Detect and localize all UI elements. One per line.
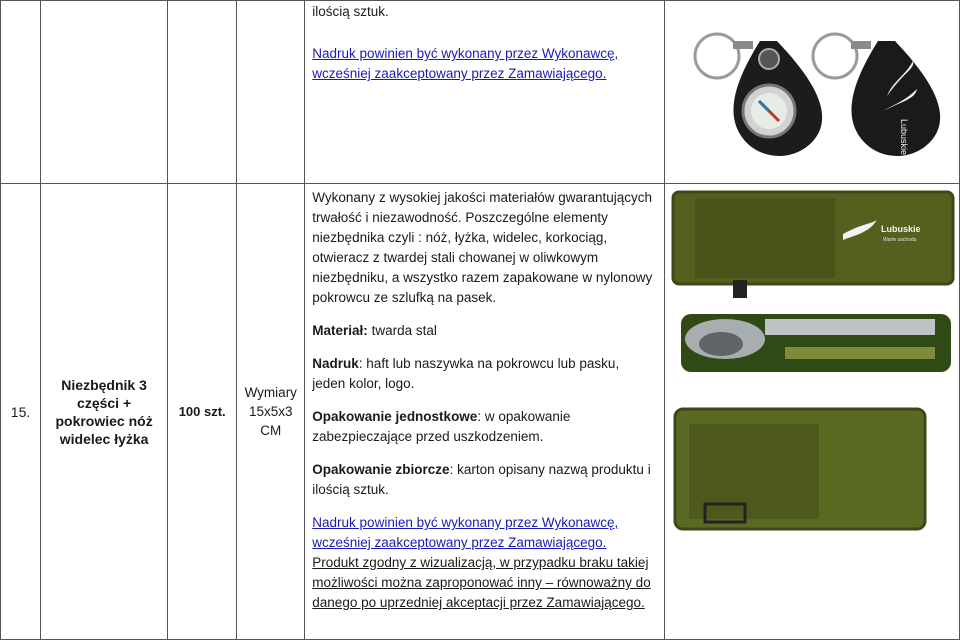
cell-name-empty <box>41 1 168 184</box>
print-value: : haft lub naszywka na pokrowcu lub pasku, jeden kolor, logo. <box>312 356 620 391</box>
cell-description-top <box>305 1 664 184</box>
product-name: Niezbędnik 3 części + pokrowiec nóż widelec łyżka <box>41 184 168 640</box>
pack-value: : w opakowanie zabezpieczające przed uszkodzeniem. <box>312 409 571 444</box>
product-quantity: 100 szt. <box>168 184 237 640</box>
pack-line <box>312 407 655 447</box>
table-row-15 <box>1 184 960 640</box>
table-row-top <box>1 1 960 184</box>
cutlery-kit-image <box>665 184 960 639</box>
logo-text: Lubuskie <box>880 224 921 234</box>
compliance-line: możliwości można zaproponować inny – równoważny do <box>312 575 651 590</box>
material-line <box>312 321 655 341</box>
cell-description <box>305 184 664 640</box>
cell-qty-empty <box>168 1 237 184</box>
desc-line: ilością sztuk. <box>312 4 389 19</box>
cell-image-keychain <box>664 1 959 184</box>
material-value: twarda stal <box>367 323 437 338</box>
print-label: Nadruk <box>312 356 359 371</box>
bulk-label: Opakowanie zbiorcze <box>312 462 450 477</box>
material-label: Materiał: <box>312 323 368 338</box>
bulk-value: : karton opisany nazwą produktu i ilością sztuk. <box>312 462 651 497</box>
logo-subtext: Warte zachodu <box>882 237 917 243</box>
product-intro: Wykonany z wysokiej jakości materiałów gwarantujących trwałość i niezawodność. Poszczególne elementy niezbędnika czyli : nóż, łyżka, widelec, korkociąg, otwieracz z twardej stali chowanej w oliwkowym niezbędniku, a wszystko razem zapakowane w nylonowy pokrowcu ze szlufką na pasek. <box>312 190 653 305</box>
note-line: Nadruk powinien być wykonany przez Wykonawcę, <box>312 515 619 530</box>
note-line: wcześniej zaakceptowany przez Zamawiającego. <box>312 66 607 81</box>
bulk-line <box>312 460 655 500</box>
compliance-line: danego po uprzedniej akceptacji przez Zamawiającego. <box>312 595 645 610</box>
product-dimensions: Wymiary 15x5x3 CM <box>237 184 305 640</box>
cell-dims-empty <box>237 1 305 184</box>
note-line: wcześniej zaakceptowany przez Zamawiającego. <box>312 535 607 550</box>
logo-text: Lubuskie <box>898 119 909 156</box>
compliance-line: Produkt zgodny z wizualizacją, w przypadku braku takiej <box>312 555 649 570</box>
cell-image-kit <box>664 184 959 640</box>
pack-label: Opakowanie jednostkowe <box>312 409 478 424</box>
cell-lp-empty <box>1 1 41 184</box>
keychain-compass-image <box>665 1 960 183</box>
print-line <box>312 354 655 394</box>
note-line: Nadruk powinien być wykonany przez Wykonawcę, <box>312 46 619 61</box>
cell-lp: 15. <box>1 184 41 640</box>
